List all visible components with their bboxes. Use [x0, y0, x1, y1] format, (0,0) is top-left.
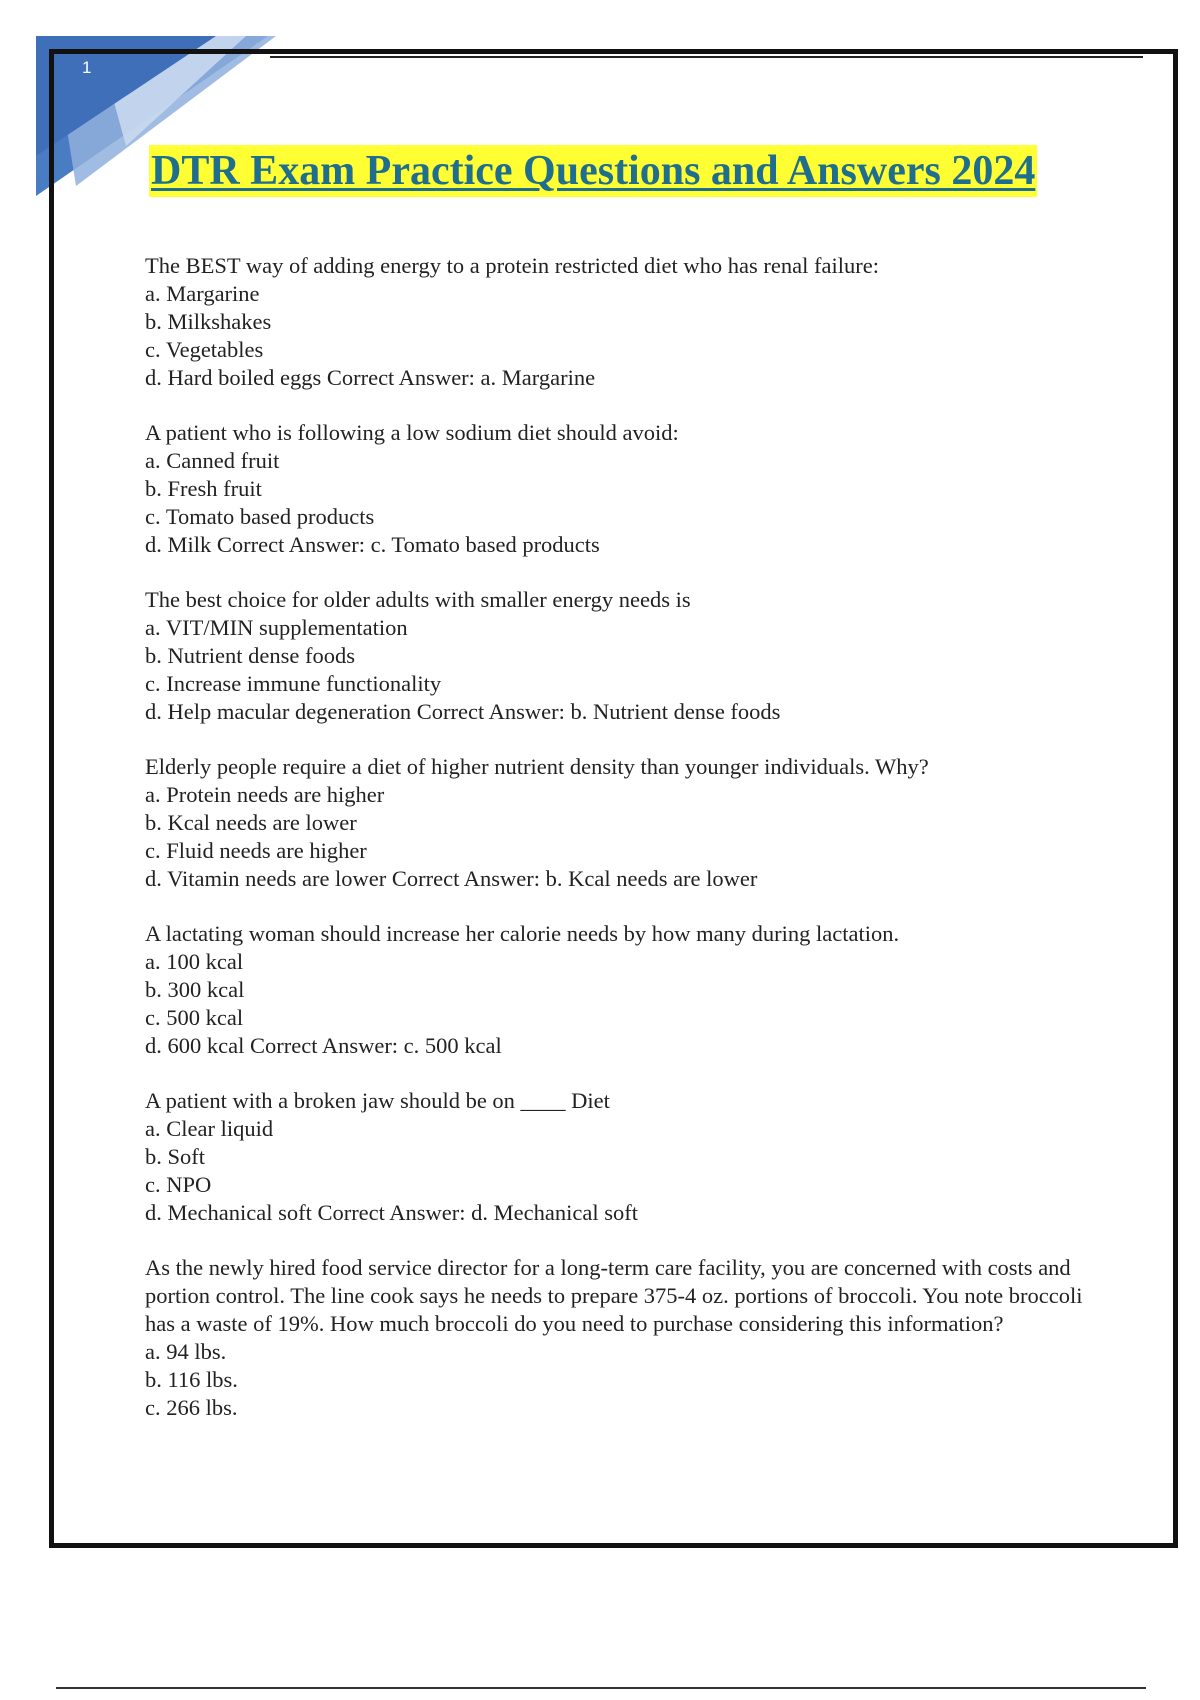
answer-option: d. Help macular degeneration Correct Answer: b. Nutrient dense foods — [145, 699, 781, 724]
answer-option: b. Soft — [145, 1144, 206, 1169]
answer-option: d. Hard boiled eggs Correct Answer: a. Margarine — [145, 365, 596, 390]
answer-option: c. Increase immune functionality — [145, 671, 442, 696]
answer-option: c. 500 kcal — [145, 1005, 244, 1030]
question-text: As the newly hired food service director for a long-term care facility, you are concerned with costs and portion control. The line cook says he needs to prepare 375-4 oz. portions of broccoli. You note broccoli has a waste of 19%. How much broccoli do you need to purchase considering this information? — [145, 1255, 1083, 1336]
question-text: A patient who is following a low sodium diet should avoid: — [145, 420, 679, 445]
answer-option: c. Fluid needs are higher — [145, 838, 367, 863]
question-text: A patient with a broken jaw should be on ____ Diet — [145, 1088, 610, 1113]
question-text: Elderly people require a diet of higher nutrient density than younger individuals. Why? — [145, 754, 929, 779]
answer-option: d. Mechanical soft Correct Answer: d. Mechanical soft — [145, 1200, 638, 1225]
question-list — [145, 252, 1085, 1449]
answer-option: a. 100 kcal — [145, 949, 244, 974]
document-title: DTR Exam Practice Questions and Answers 2024 — [149, 145, 1037, 197]
answer-option: d. Vitamin needs are lower Correct Answer: b. Kcal needs are lower — [145, 866, 758, 891]
answer-option: b. Kcal needs are lower — [145, 810, 357, 835]
question-block — [145, 1254, 1085, 1422]
answer-option: d. 600 kcal Correct Answer: c. 500 kcal — [145, 1033, 502, 1058]
question-block — [145, 252, 1085, 392]
page-number: 1 — [82, 58, 92, 77]
question-text: A lactating woman should increase her calorie needs by how many during lactation. — [145, 921, 900, 946]
answer-option: c. Tomato based products — [145, 504, 375, 529]
answer-option: a. Protein needs are higher — [145, 782, 385, 807]
answer-option: a. Margarine — [145, 281, 260, 306]
question-block — [145, 753, 1085, 893]
question-block — [145, 419, 1085, 559]
answer-option: b. Milkshakes — [145, 309, 272, 334]
answer-option: a. Clear liquid — [145, 1116, 274, 1141]
question-block — [145, 586, 1085, 726]
answer-option: b. 116 lbs. — [145, 1367, 238, 1392]
answer-option: c. 266 lbs. — [145, 1395, 238, 1420]
answer-option: a. Canned fruit — [145, 448, 280, 473]
answer-option: d. Milk Correct Answer: c. Tomato based products — [145, 532, 600, 557]
footer-rule — [56, 1687, 1146, 1689]
question-text: The best choice for older adults with smaller energy needs is — [145, 587, 691, 612]
question-block — [145, 1087, 1085, 1227]
answer-option: a. VIT/MIN supplementation — [145, 615, 408, 640]
answer-option: c. Vegetables — [145, 337, 264, 362]
answer-option: b. Fresh fruit — [145, 476, 262, 501]
answer-option: c. NPO — [145, 1172, 212, 1197]
question-text: The BEST way of adding energy to a protein restricted diet who has renal failure: — [145, 253, 879, 278]
answer-option: a. 94 lbs. — [145, 1339, 227, 1364]
answer-option: b. 300 kcal — [145, 977, 245, 1002]
answer-option: b. Nutrient dense foods — [145, 643, 355, 668]
question-block — [145, 920, 1085, 1060]
